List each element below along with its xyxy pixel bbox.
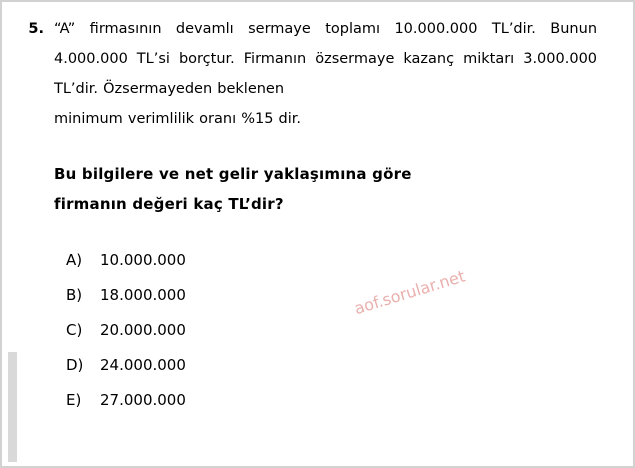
- option-d-letter: D): [66, 356, 84, 374]
- option-a-text: 10.000.000: [100, 251, 186, 269]
- question-number: 5.: [28, 21, 44, 37]
- option-c-text: 20.000.000: [100, 321, 186, 339]
- left-margin-bar: [8, 352, 17, 462]
- option-e-letter: E): [66, 391, 82, 409]
- watermark-center: aof.sorular.net: [352, 266, 468, 319]
- option-b[interactable]: [66, 278, 597, 313]
- question-body: [54, 14, 597, 418]
- prompt-line-2: firmanın değeri kaç TL’dir?: [54, 195, 284, 213]
- stem-line-4: 3.000.000 TL’dir. Özsermayeden beklenen: [54, 51, 598, 97]
- option-c[interactable]: [66, 313, 597, 348]
- option-d[interactable]: [66, 348, 597, 383]
- stem-line-5: minimum verimlilik oranı %15 dir.: [54, 111, 302, 127]
- option-a[interactable]: [66, 243, 597, 278]
- question-row: [18, 14, 597, 418]
- option-e-text: 27.000.000: [100, 391, 186, 409]
- question-prompt: [54, 159, 597, 219]
- option-a-letter: A): [66, 251, 83, 269]
- option-d-text: 24.000.000: [100, 356, 186, 374]
- option-c-letter: C): [66, 321, 83, 339]
- option-e[interactable]: [66, 383, 597, 418]
- stem-line-1: “A” firmasının devamlı sermaye toplamı: [54, 21, 381, 37]
- option-b-letter: B): [66, 286, 83, 304]
- prompt-line-1: Bu bilgilere ve net gelir yaklaşımına göre: [54, 165, 412, 183]
- option-b-text: 18.000.000: [100, 286, 186, 304]
- answer-options: [54, 243, 597, 418]
- stem-line-3: borçtur. Firmanın özsermaye kazanç miktarı: [178, 51, 515, 67]
- stem-line-2: 10.000.000 TL’dir. Bunun 4.000.000 TL’si: [54, 21, 598, 67]
- question-stem: [54, 14, 597, 134]
